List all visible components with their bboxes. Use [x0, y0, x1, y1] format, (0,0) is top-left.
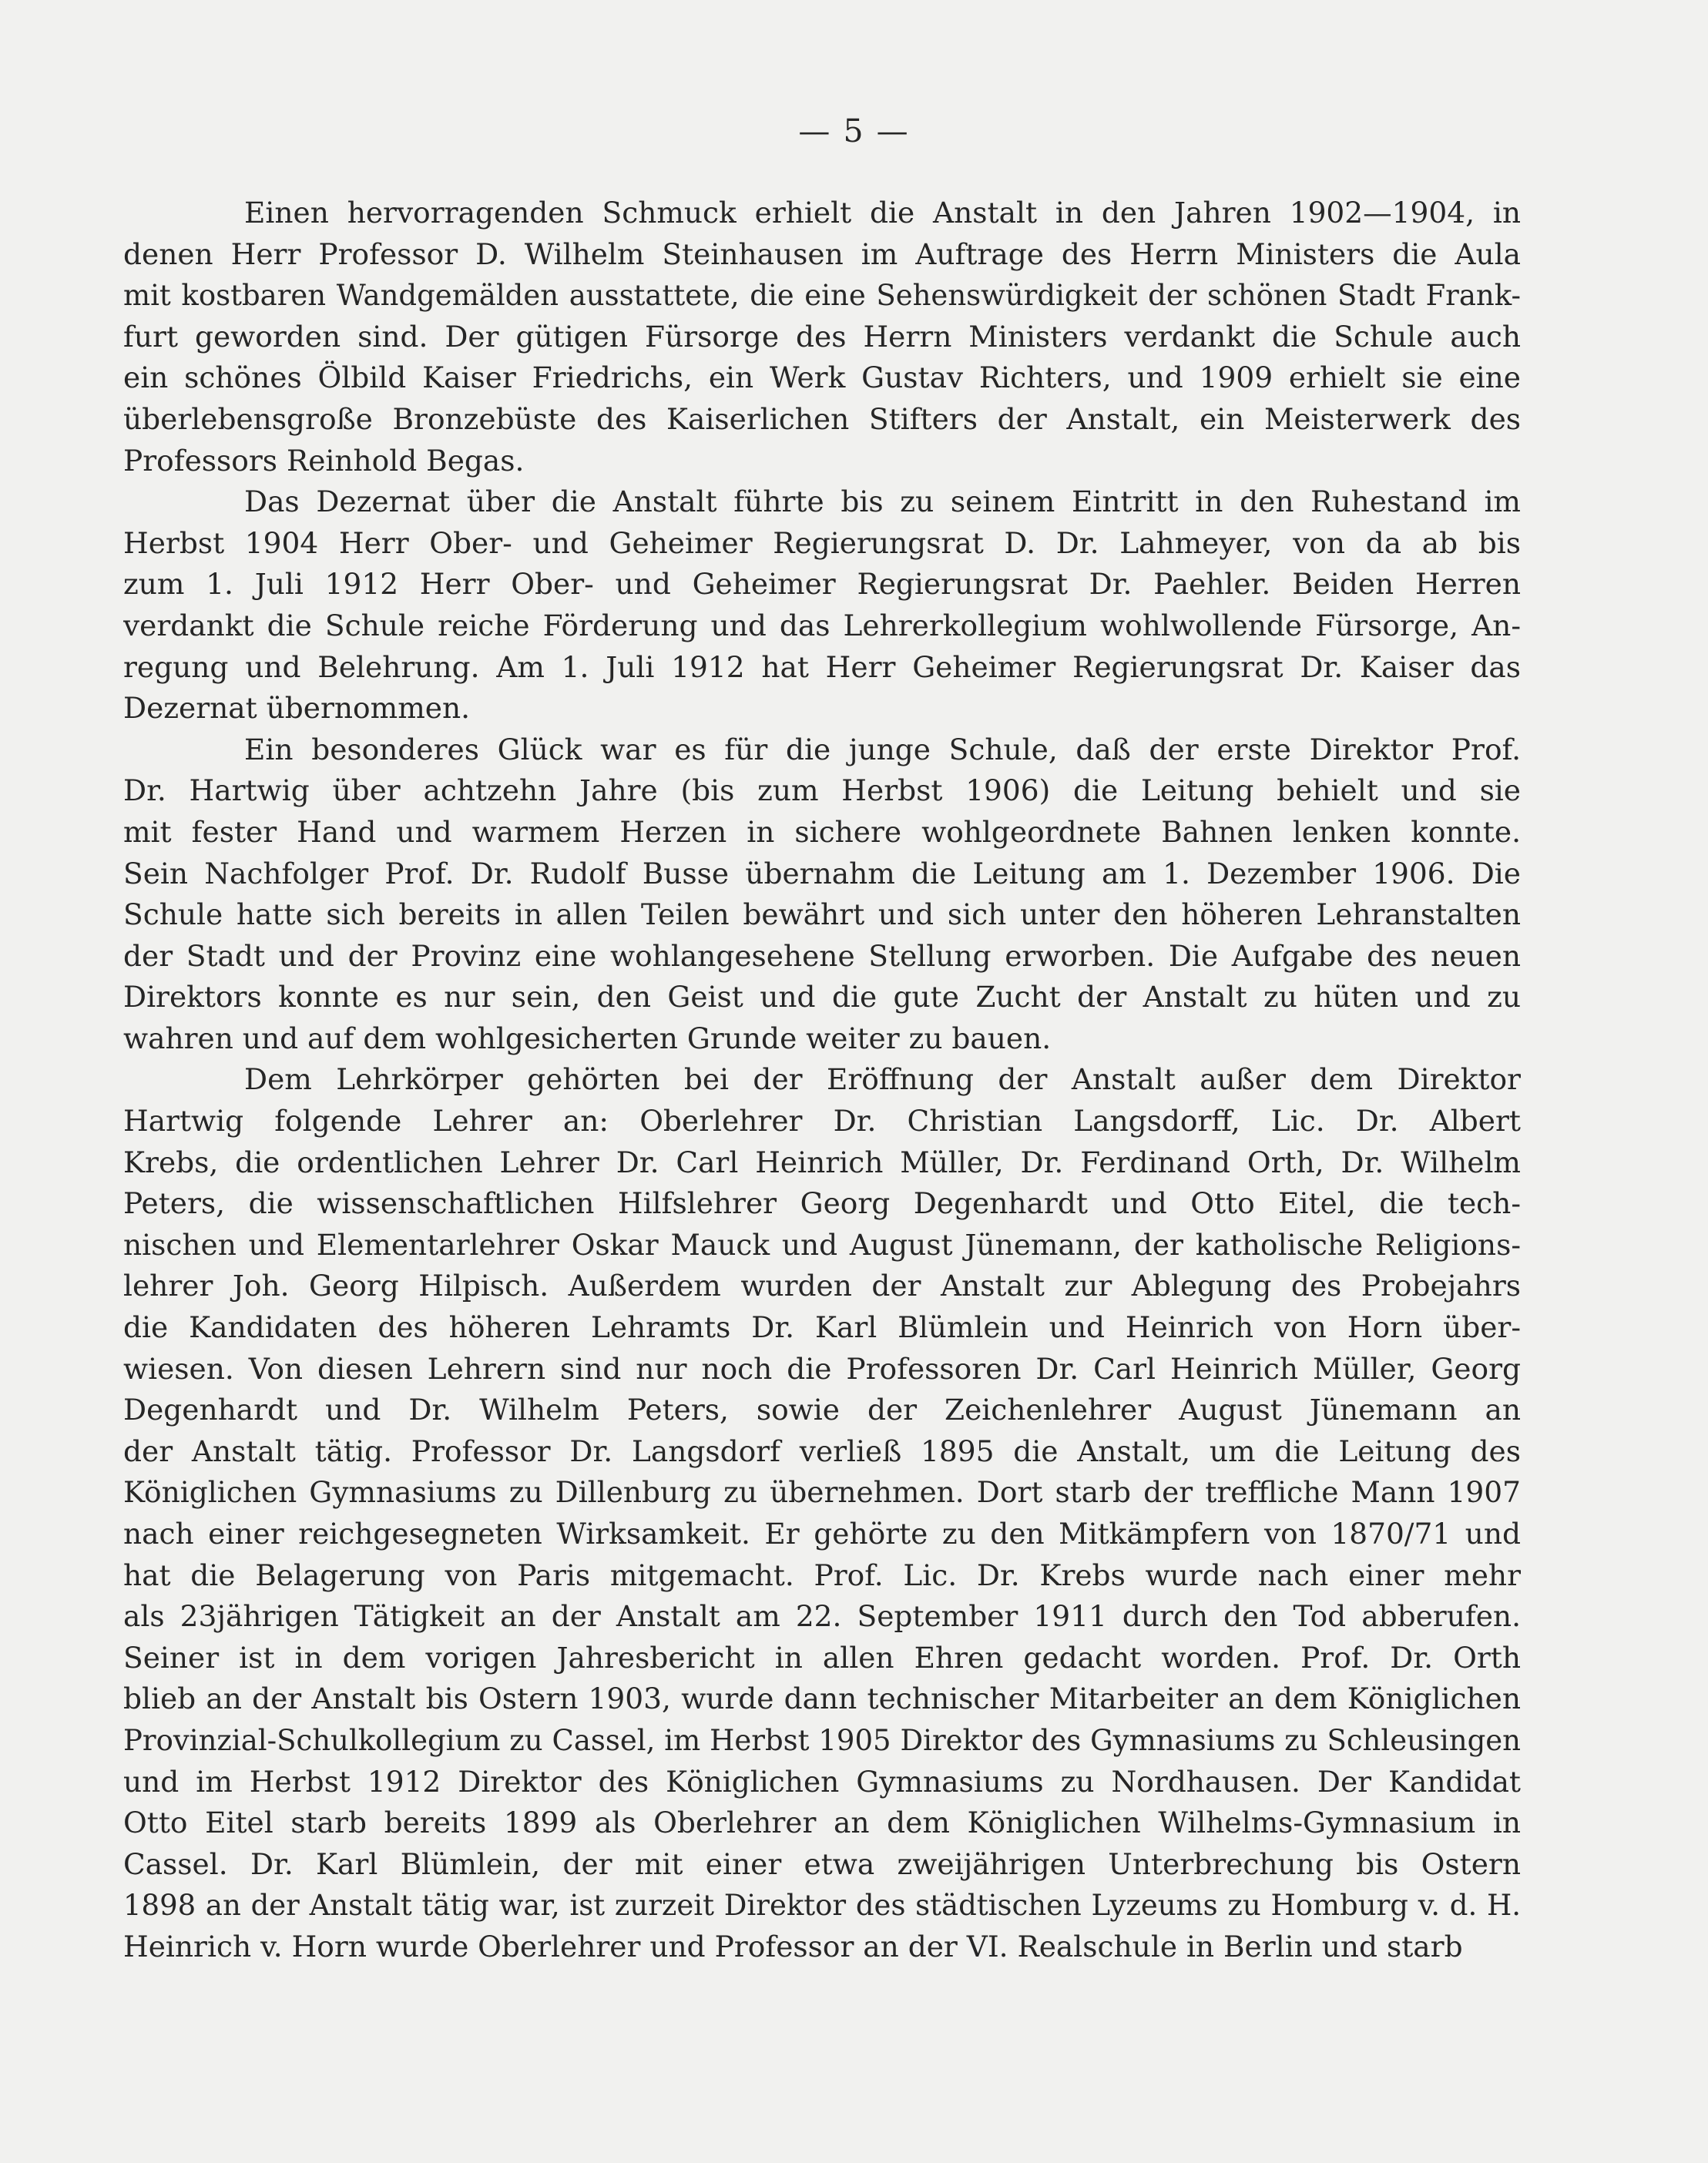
text-line: Seiner ist in dem vorigen Jahresbericht in allen Ehren gedacht worden. Prof. Dr. Orth [123, 1640, 1521, 1675]
text-line: Sein Nachfolger Prof. Dr. Rudolf Busse übernahm die Leitung am 1. Dezember 1906. Die [123, 856, 1521, 890]
text-line: ein schönes Ölbild Kaiser Friedrichs, ein Werk Gustav Richters, und 1909 erhielt sie eine [123, 360, 1521, 395]
text-line: Degenhardt und Dr. Wilhelm Peters, sowie der Zeichenlehrer August Jünemann an [123, 1393, 1521, 1427]
text-line: Hartwig folgende Lehrer an: Oberlehrer Dr. Christian Langsdorff, Lic. Dr. Albert [123, 1104, 1521, 1139]
text-line: regung und Belehrung. Am 1. Juli 1912 hat Herr Geheimer Regierungsrat Dr. Kaiser das [123, 649, 1521, 684]
text-line: Professors Reinhold Begas. [123, 443, 525, 478]
text-line: der Anstalt tätig. Professor Dr. Langsdorf verließ 1895 die Anstalt, um die Leitung des [123, 1434, 1521, 1468]
text-line: Direktors konnte es nur sein, den Geist und die gute Zucht der Anstalt zu hüten und zu [123, 980, 1521, 1014]
text-line: nischen und Elementarlehrer Oskar Mauck und August Jünemann, der katholische Religions- [123, 1227, 1521, 1262]
body-text [123, 193, 1521, 1968]
paragraph [123, 729, 1521, 1060]
paragraph [123, 481, 1521, 729]
text-line: Krebs, die ordentlichen Lehrer Dr. Carl Heinrich Müller, Dr. Ferdinand Orth, Dr. Wilhelm [123, 1145, 1521, 1179]
page-number: — 5 — [798, 112, 910, 149]
text-line: wiesen. Von diesen Lehrern sind nur noch die Professoren Dr. Carl Heinrich Müller, Georg [123, 1351, 1521, 1386]
text-line: Das Dezernat über die Anstalt führte bis zu seinem Eintritt in den Ruhestand im [244, 485, 1521, 519]
text-line: als 23jährigen Tätigkeit an der Anstalt am 22. September 1911 durch den Tod abberufen. [123, 1599, 1521, 1634]
text-line: furt geworden sind. Der gütigen Fürsorge des Herrn Ministers verdankt die Schule auch [123, 319, 1521, 354]
text-line: Einen hervorragenden Schmuck erhielt die Anstalt in den Jahren 1902—1904, in [244, 196, 1521, 230]
text-line: nach einer reichgesegneten Wirksamkeit. Er gehörte zu den Mitkämpfern von 1870/71 und [123, 1517, 1521, 1551]
text-line: mit fester Hand und warmem Herzen in sichere wohlgeordnete Bahnen lenken konnte. [123, 814, 1521, 849]
text-line: Dezernat übernommen. [123, 691, 471, 726]
text-line: Herbst 1904 Herr Ober- und Geheimer Regierungsrat D. Dr. Lahmeyer, von da ab bis [123, 525, 1521, 560]
text-line: mit kostbaren Wandgemälden ausstattete, die eine Sehenswürdigkeit der schönen Stadt Frank- [123, 279, 1521, 313]
text-line: Dr. Hartwig über achtzehn Jahre (bis zum Herbst 1906) die Leitung behielt und sie [123, 773, 1521, 808]
text-line: die Kandidaten des höheren Lehramts Dr. Karl Blümlein und Heinrich von Horn über- [123, 1310, 1521, 1345]
text-line: Ein besonderes Glück war es für die junge Schule, daß der erste Direktor Prof. [244, 732, 1521, 766]
text-line: Heinrich v. Horn wurde Oberlehrer und Professor an der VI. Realschule in Berlin und starb [123, 1929, 1463, 1963]
text-line: Otto Eitel starb bereits 1899 als Oberlehrer an dem Königlichen Wilhelms-Gymnasium in [123, 1806, 1521, 1840]
text-line: hat die Belagerung von Paris mitgemacht. Prof. Lic. Dr. Krebs wurde nach einer mehr [123, 1558, 1521, 1592]
text-line: Provinzial-Schulkollegium zu Cassel, im Herbst 1905 Direktor des Gymnasiums zu Schleusingen [123, 1723, 1521, 1757]
text-line: lehrer Joh. Georg Hilpisch. Außerdem wurden der Anstalt zur Ablegung des Probejahrs [123, 1269, 1521, 1303]
text-line: Cassel. Dr. Karl Blümlein, der mit einer etwa zweijährigen Unterbrechung bis Ostern [123, 1846, 1521, 1881]
text-line: Dem Lehrkörper gehörten bei der Eröffnung der Anstalt außer dem Direktor [244, 1062, 1521, 1097]
text-line: Königlichen Gymnasiums zu Dillenburg zu übernehmen. Dort starb der treffliche Mann 1907 [123, 1475, 1521, 1510]
text-line: verdankt die Schule reiche Förderung und das Lehrerkollegium wohlwollende Fürsorge, An- [123, 608, 1521, 642]
text-line: der Stadt und der Provinz eine wohlangesehene Stellung erworben. Die Aufgabe des neuen [123, 938, 1521, 973]
text-line: Peters, die wissenschaftlichen Hilfslehrer Georg Degenhardt und Otto Eitel, die tech- [123, 1186, 1521, 1221]
text-line: überlebensgroße Bronzebüste des Kaiserlichen Stifters der Anstalt, ein Meisterwerk des [123, 401, 1521, 436]
paragraph [123, 1059, 1521, 1967]
text-line: wahren und auf dem wohlgesicherten Grunde weiter zu bauen. [123, 1021, 1052, 1055]
paragraph [123, 193, 1521, 481]
text-line: Schule hatte sich bereits in allen Teilen bewährt und sich unter den höheren Lehranstalten [123, 897, 1521, 932]
text-line: blieb an der Anstalt bis Ostern 1903, wurde dann technischer Mitarbeiter an dem Königlichen [123, 1682, 1521, 1716]
text-line: 1898 an der Anstalt tätig war, ist zurzeit Direktor des städtischen Lyzeums zu Homburg v. d. H. [123, 1889, 1521, 1923]
text-line: zum 1. Juli 1912 Herr Ober- und Geheimer Regierungsrat Dr. Paehler. Beiden Herren [123, 567, 1521, 602]
text-line: und im Herbst 1912 Direktor des Königlichen Gymnasiums zu Nordhausen. Der Kandidat [123, 1764, 1521, 1799]
text-line: denen Herr Professor D. Wilhelm Steinhausen im Auftrage des Herrn Ministers die Aula [123, 236, 1521, 271]
